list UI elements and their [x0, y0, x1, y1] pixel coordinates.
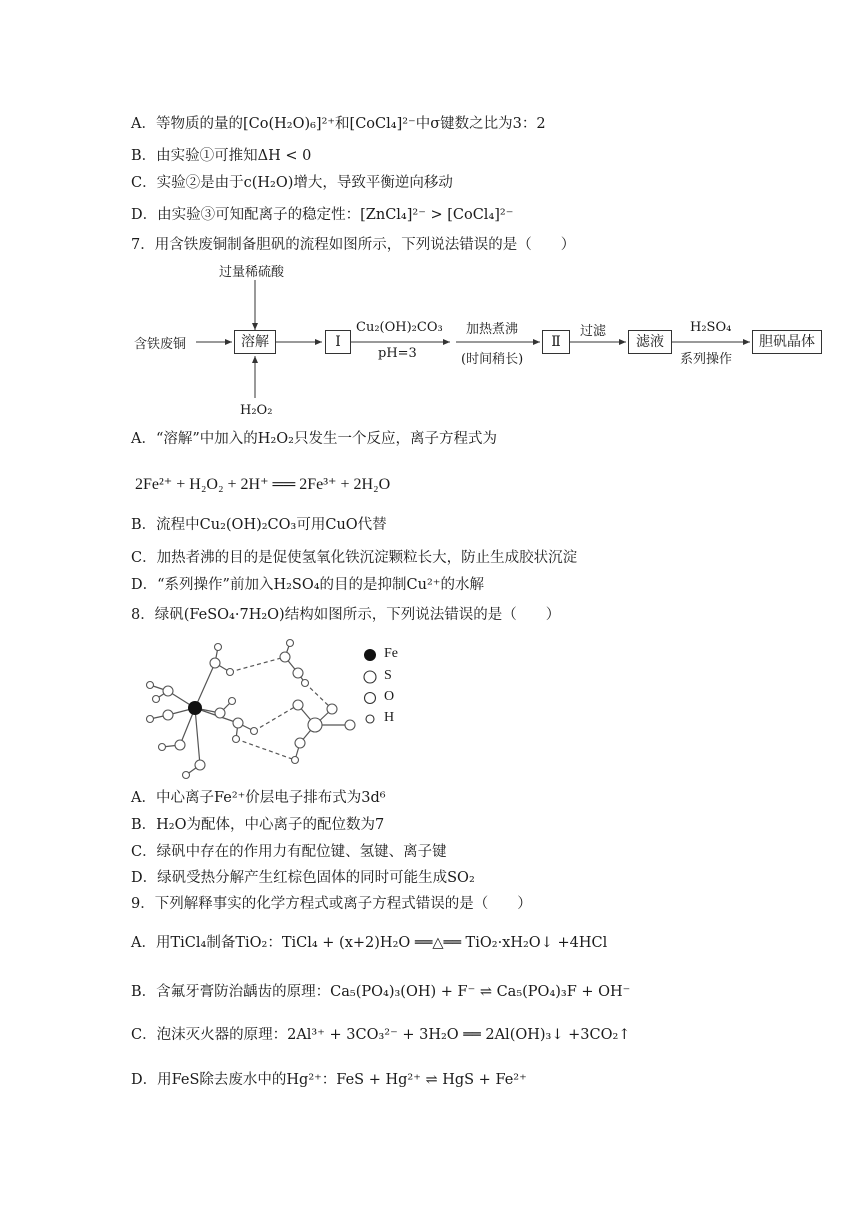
q6-option-b: B．由实验①可推知ΔH < 0	[131, 148, 312, 164]
fe-atom	[188, 701, 202, 715]
flow-input-top: 过量稀硫酸	[219, 265, 285, 280]
q9-option-c: C．泡沫灭火器的原理：2Al³⁺ + 3CO₃²⁻ + 3H₂O ══ 2Al(OH)₃↓ +3CO₂↑	[131, 1027, 631, 1043]
flow-box-filtrate: 滤液	[628, 330, 672, 354]
q7-equation-a: 2Fe²⁺ + H₂O₂ + 2H⁺ ══ 2Fe³⁺ + 2H₂O	[135, 476, 391, 493]
q9-option-d: D．用FeS除去废水中的Hg²⁺：FeS + Hg²⁺ ⇌ HgS + Fe²⁺	[131, 1072, 527, 1088]
flow-input-left: 含铁废铜	[134, 337, 187, 352]
q6-option-c: C．实验②是由于c(H₂O)增大，导致平衡逆向移动	[131, 175, 453, 191]
q8-option-a: A．中心离子Fe²⁺价层电子排布式为3d⁶	[131, 790, 386, 806]
q8-option-c: C．绿矾中存在的作用力有配位键、氢键、离子键	[131, 844, 447, 860]
q8-stem: 8．绿矾(FeSO₄·7H₂O)结构如图所示，下列说法错误的是（ ）	[131, 607, 561, 623]
q8-option-d: D．绿矾受热分解产生红棕色固体的同时可能生成SO₂	[131, 870, 475, 886]
flow-reagent: Cu₂(OH)₂CO₃	[356, 320, 443, 335]
flow-box-product: 胆矾晶体	[752, 330, 822, 354]
flow-acid: H₂SO₄	[690, 320, 732, 335]
flow-input-bottom: H₂O₂	[240, 403, 273, 418]
flow-heat-note: (时间稍长)	[461, 352, 524, 367]
legend-symbols	[362, 646, 382, 726]
q7-flow-diagram	[0, 258, 860, 428]
q9-option-b: B．含氟牙膏防治龋齿的原理：Ca₅(PO₄)₃(OH) + F⁻ ⇌ Ca₅(PO₄)₃F + OH⁻	[131, 984, 631, 1000]
flow-ph: pH=3	[378, 346, 417, 361]
q7-stem: 7．用含铁废铜制备胆矾的流程如图所示，下列说法错误的是（ ）	[131, 237, 576, 253]
q7-option-b: B．流程中Cu₂(OH)₂CO₃可用CuO代替	[131, 517, 387, 533]
q9-option-a: A．用TiCl₄制备TiO₂：TiCl₄ + (x+2)H₂O ══△══ TiO₂·xH₂O↓ +4HCl	[131, 935, 608, 951]
flow-series: 系列操作	[680, 352, 733, 367]
legend-h: H	[384, 710, 395, 725]
flow-box-1: Ⅰ	[325, 330, 351, 354]
flow-heat: 加热煮沸	[466, 322, 519, 337]
q6-option-d: D．由实验③可知配离子的稳定性：[ZnCl₄]²⁻ > [CoCl₄]²⁻	[131, 207, 514, 223]
flow-arrows	[0, 258, 860, 428]
flow-box-2: Ⅱ	[542, 330, 570, 354]
q8-option-b: B．H₂O为配体，中心离子的配位数为7	[131, 817, 385, 833]
q9-stem: 9．下列解释事实的化学方程式或离子方程式错误的是（ ）	[131, 896, 532, 912]
flow-box-dissolve: 溶解	[234, 330, 276, 354]
flow-filter: 过滤	[580, 324, 607, 339]
q6-option-a: A．等物质的量的[Co(H₂O)₆]²⁺和[CoCl₄]²⁻中σ键数之比为3：2	[131, 116, 546, 132]
q7-option-a: A．“溶解”中加入的H₂O₂只发生一个反应，离子方程式为	[131, 431, 497, 447]
q7-option-c: C．加热者沸的目的是促使氢氧化铁沉淀颗粒长大，防止生成胶状沉淀	[131, 550, 578, 566]
legend-fe: Fe	[384, 646, 398, 661]
q7-option-d: D．“系列操作”前加入H₂SO₄的目的是抑制Cu²⁺的水解	[131, 577, 484, 593]
legend-o: O	[384, 689, 395, 704]
legend-s: S	[384, 668, 392, 683]
